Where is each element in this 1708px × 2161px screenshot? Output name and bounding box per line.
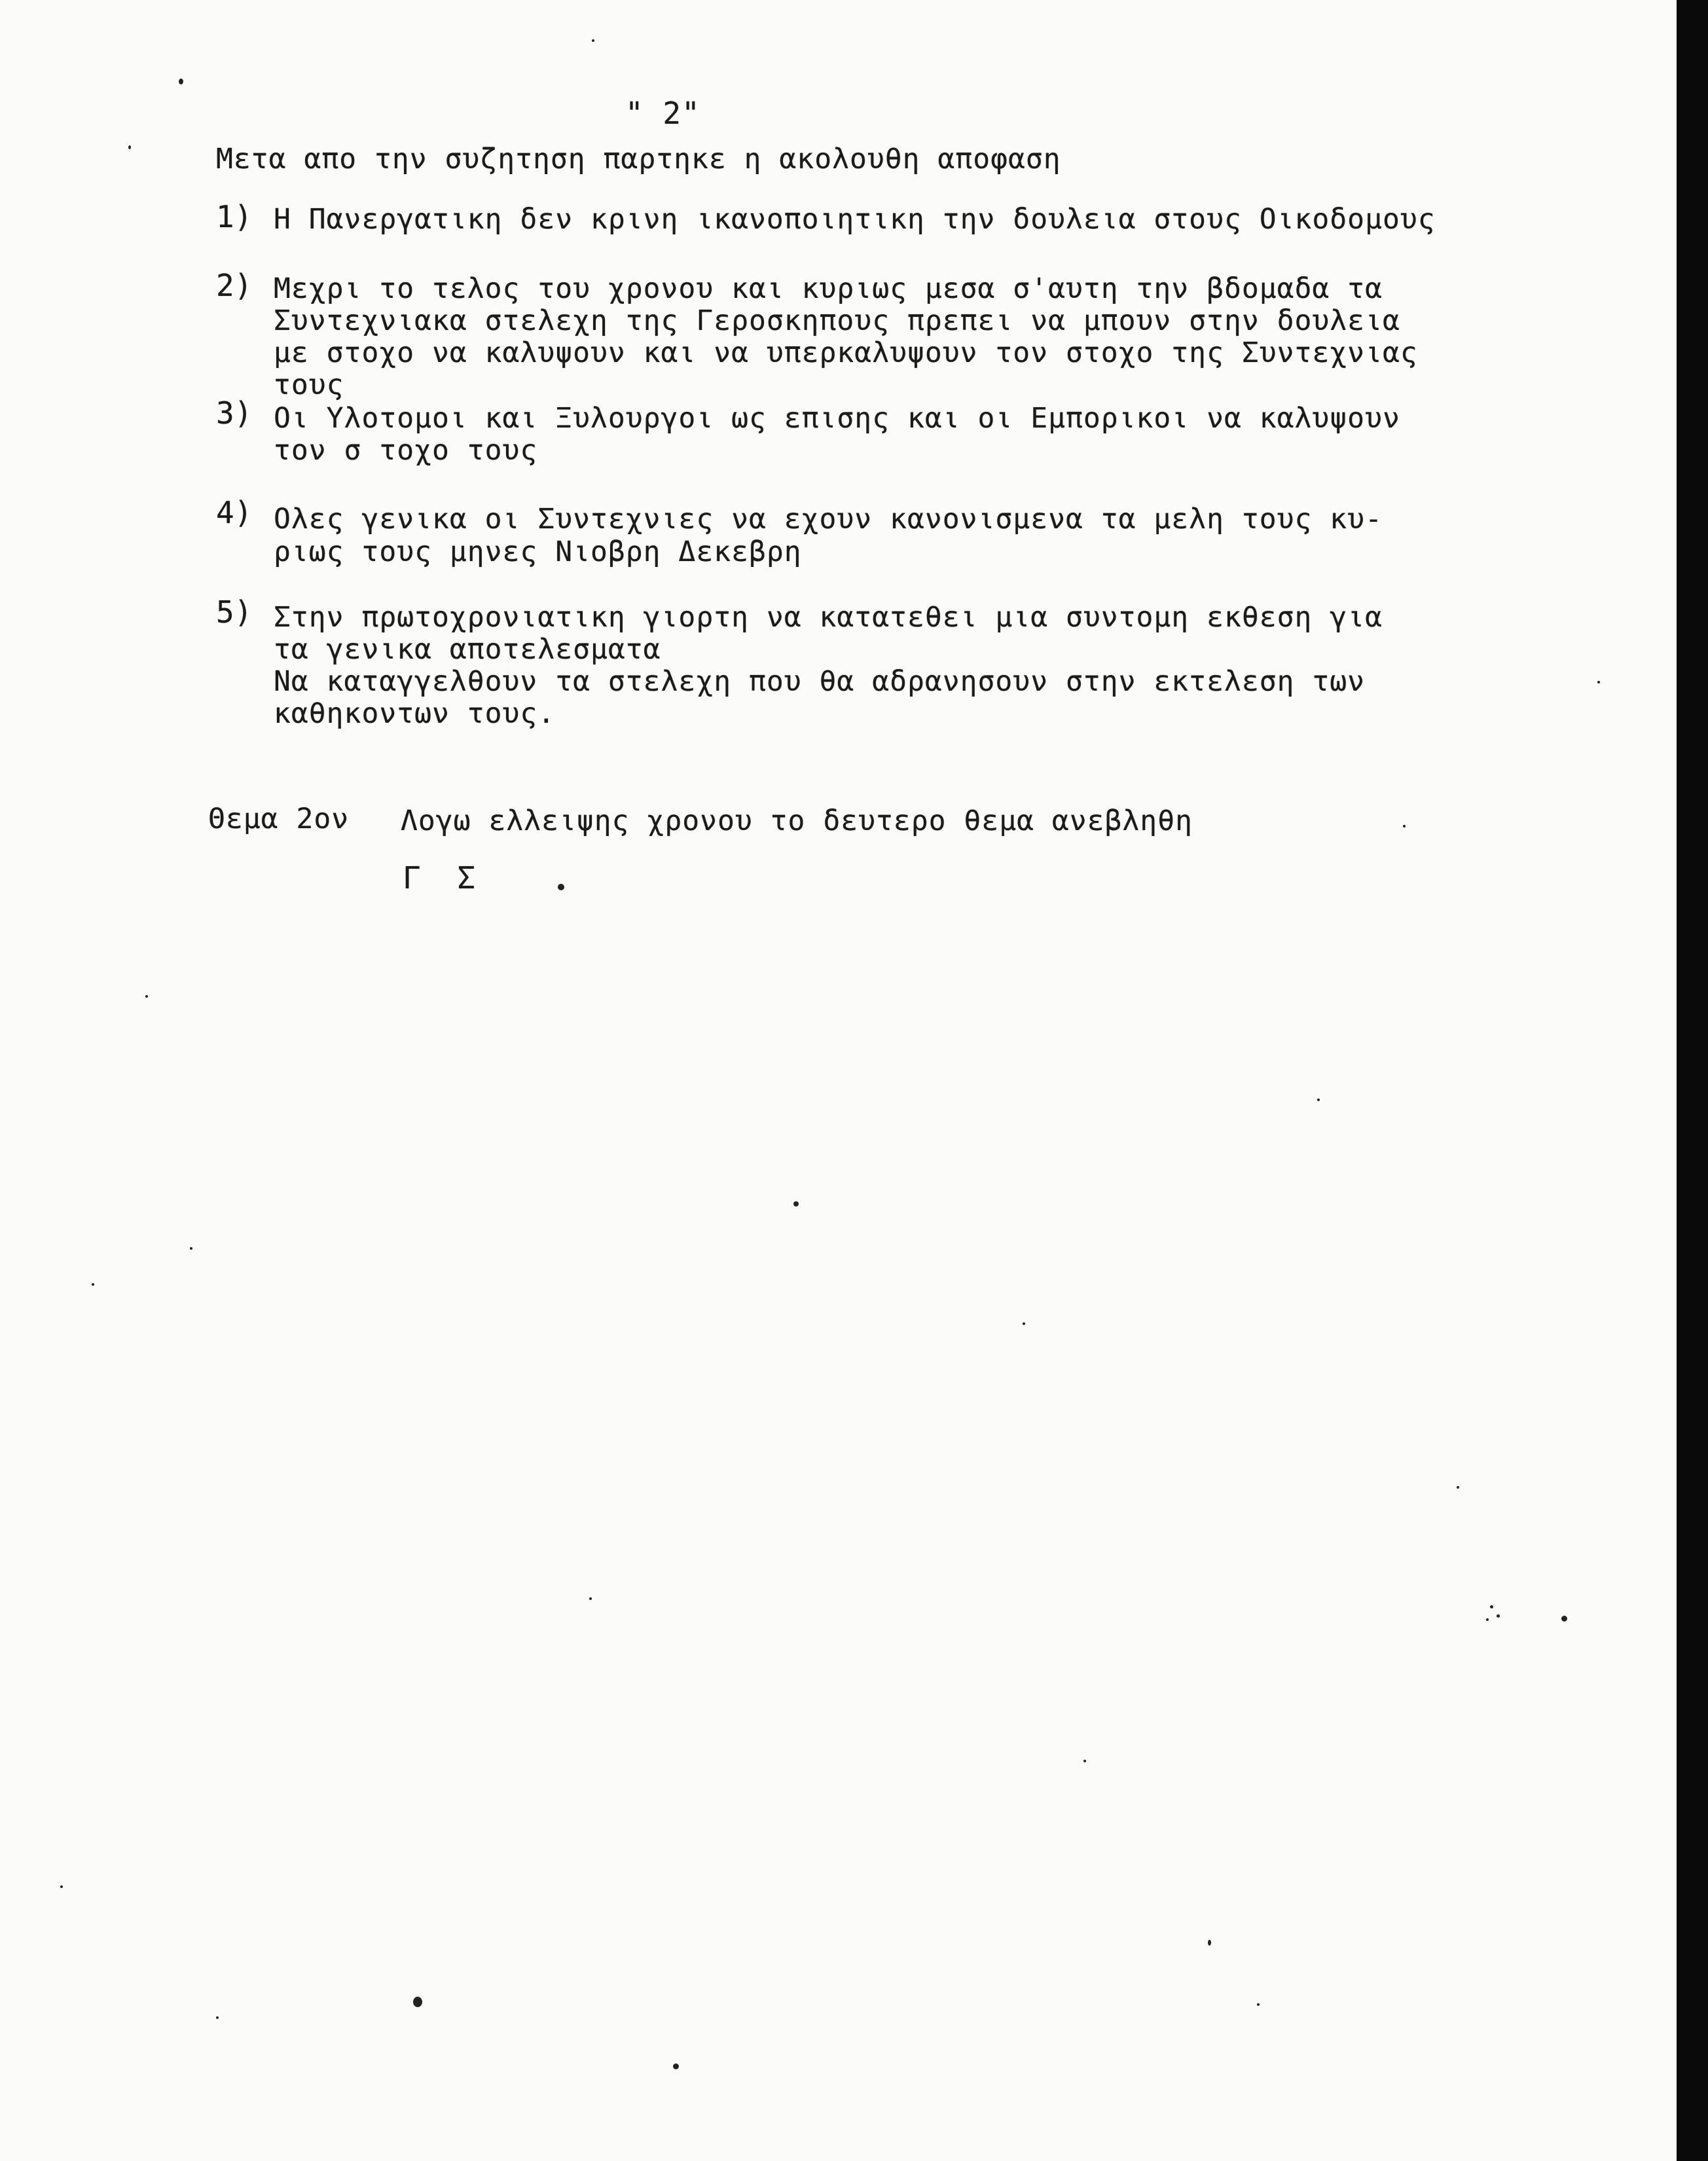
scan-speck — [1083, 1760, 1086, 1762]
signature-initials: Γ Σ — [403, 860, 485, 896]
scan-speck — [1597, 681, 1600, 683]
scan-speck — [1497, 1614, 1500, 1618]
scan-speck — [1257, 2003, 1260, 2006]
item-line: τον σ τοχο τους — [274, 434, 538, 467]
item-line: Οι Υλοτομοι και Ξυλουργοι ως επισης και οι Εμπορικοι να καλυψουν — [274, 402, 1400, 435]
scan-speck — [1486, 1618, 1489, 1621]
item-line: Ολες γενικα οι Συντεχνιες να εχουν κανονισμενα τα μελη τους κυ- — [274, 503, 1383, 536]
scan-speck — [413, 1997, 422, 2007]
intro-line: Μετα απο την συζητηση παρτηκε η ακολουθη αποφαση — [216, 143, 1061, 175]
scan-speck — [1457, 1486, 1459, 1489]
item-line: τα γενικα αποτελεσματα — [274, 633, 661, 666]
item-line: ριως τους μηνες Νιοβρη Δεκεβρη — [274, 536, 802, 568]
page-number: " 2" — [625, 96, 700, 131]
item-number: 5) — [216, 594, 253, 630]
item-line: καθηκοντων τους. — [274, 697, 556, 730]
item-number: 1) — [216, 199, 253, 234]
item-line: Να καταγγελθουν τα στελεχη που θα αδρανησουν στην εκτελεση των — [274, 665, 1366, 698]
scan-edge — [1677, 0, 1708, 2161]
scan-speck — [216, 2016, 219, 2019]
scan-speck — [589, 1597, 592, 1600]
scan-speck — [145, 995, 148, 998]
theme2-text: Λογω ελλειψης χρονου το δευτερο θεμα ανεβληθη — [401, 805, 1193, 837]
scan-speck — [190, 1247, 192, 1250]
theme2-label: Θεμα 2ον — [208, 803, 350, 835]
item-line: Συντεχνιακα στελεχη της Γεροσκηπους πρεπει να μπουν στην δουλεια — [274, 304, 1400, 337]
scan-speck — [92, 1283, 94, 1286]
item-number: 2) — [216, 268, 253, 303]
item-line: Μεχρι το τελος του χρονου και κυριως μεσα σ'αυτη την βδομαδα τα — [274, 272, 1383, 305]
scan-speck — [1208, 1940, 1211, 1946]
scan-speck — [1023, 1322, 1025, 1325]
scan-speck — [179, 79, 183, 84]
scan-speck — [1490, 1605, 1493, 1608]
item-line: με στοχο να καλυψουν και να υπερκαλυψουν τον στοχο της Συντεχνιας — [274, 336, 1418, 369]
scan-speck — [128, 145, 131, 149]
item-line: Η Πανεργατικη δεν κρινη ικανοποιητικη την δουλεια στους Οικοδομους — [274, 203, 1436, 236]
item-number: 3) — [216, 395, 253, 431]
scan-speck — [1561, 1616, 1567, 1622]
scan-speck — [558, 884, 564, 890]
item-line: τους — [274, 369, 344, 401]
item-line: Στην πρωτοχρονιατικη γιορτη να κατατεθει μια συντομη εκθεση για — [274, 601, 1383, 634]
scan-speck — [592, 39, 594, 42]
scan-speck — [793, 1201, 799, 1207]
item-number: 4) — [216, 495, 253, 530]
scan-speck — [1403, 825, 1406, 827]
scan-speck — [673, 2063, 679, 2069]
scan-speck — [1317, 1099, 1320, 1101]
scan-speck — [60, 1885, 63, 1888]
